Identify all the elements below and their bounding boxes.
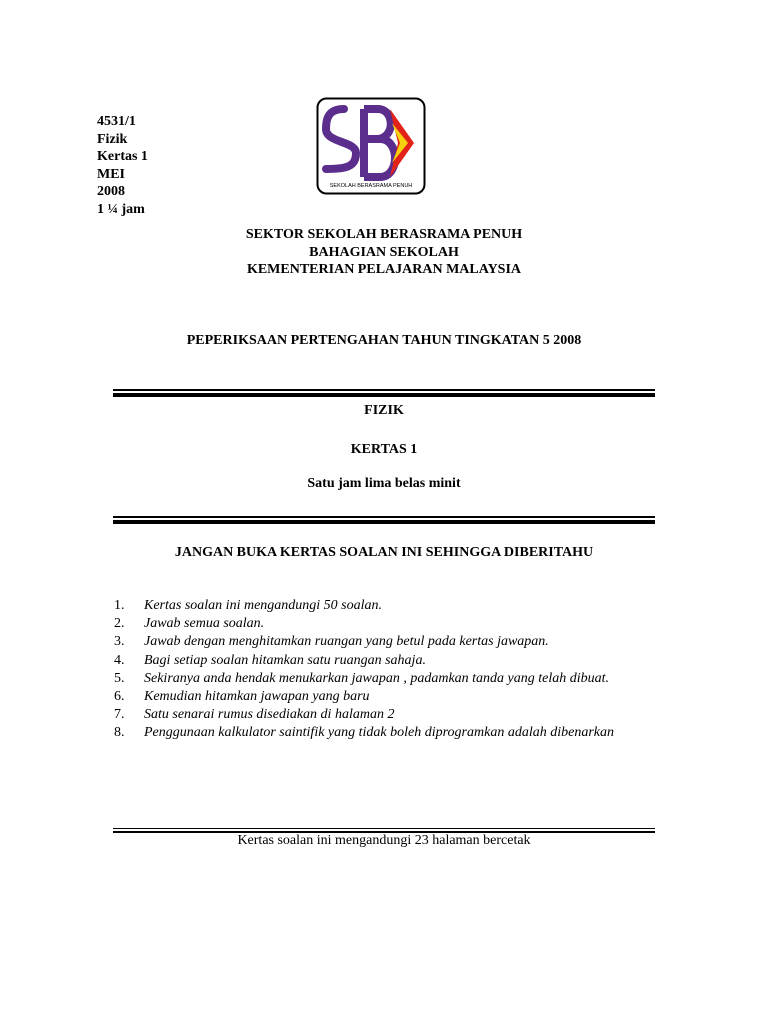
instruction-number: 5. [114,670,125,686]
instruction-number: 7. [114,707,125,723]
duration-text: Satu jam lima belas minit [307,476,461,491]
instruction-item [114,652,614,670]
instruction-number: 4. [114,652,125,668]
exam-duration: 1 ¼ jam [97,201,145,217]
instruction-item [114,688,614,706]
sbp-logo [316,97,426,195]
instruction-item [114,724,614,742]
instruction-item [114,615,614,633]
paper-code: 4531/1 [97,114,136,129]
instruction-text: Jawab semua soalan. [144,616,265,632]
instruction-text: Penggunaan kalkulator saintifik yang tidak boleh diprogramkan adalah dibenarkan [144,725,614,741]
organization-block [0,226,768,279]
exam-meta-block [97,113,148,219]
organization-division: BAHAGIAN SEKOLAH [309,244,459,260]
instruction-text: Jawab dengan menghitamkan ruangan yang betul pada kertas jawapan. [144,634,549,650]
logo-caption: SEKOLAH BERASRAMA PENUH [329,183,413,189]
organization-ministry: KEMENTERIAN PELAJARAN MALAYSIA [246,262,522,277]
instruction-number: 8. [114,725,125,741]
instruction-text: Bagi setiap soalan hitamkan satu ruangan sahaja. [144,652,426,668]
exam-title: PEPERIKSAAN PERTENGAHAN TAHUN TINGKATAN 5 2008 [186,333,582,348]
instruction-number: 2. [114,616,125,632]
instruction-item [114,670,614,688]
instruction-number: 3. [114,634,125,650]
page-count-footer: Kertas soalan ini mengandungi 23 halaman bercetak [237,833,531,848]
exam-year: 2008 [97,184,125,200]
warning-notice: JANGAN BUKA KERTAS SOALAN INI SEHINGGA DIBERITAHU [174,545,594,560]
instruction-item [114,706,614,724]
paper-number: Kertas 1 [97,149,148,165]
exam-month: MEI [97,166,125,182]
subject-name: Fizik [97,131,128,147]
instruction-number: 6. [114,689,125,705]
instruction-text: Kemudian hitamkan jawapan yang baru [144,689,370,705]
instruction-item [114,633,614,651]
subject-title: FIZIK [364,403,404,418]
instruction-text: Kertas soalan ini mengandungi 50 soalan. [144,598,383,613]
organization-sector: SEKTOR SEKOLAH BERASRAMA PENUH [245,227,523,242]
instruction-number: 1. [114,598,125,613]
instructions-list [114,597,614,743]
instruction-item [114,597,614,615]
paper-title: KERTAS 1 [350,442,418,457]
divider-top [113,389,655,397]
divider-middle [113,516,655,524]
instruction-text: Satu senarai rumus disediakan di halaman 2 [144,707,395,723]
instruction-text: Sekiranya anda hendak menukarkan jawapan , padamkan tanda yang telah dibuat. [144,670,610,686]
